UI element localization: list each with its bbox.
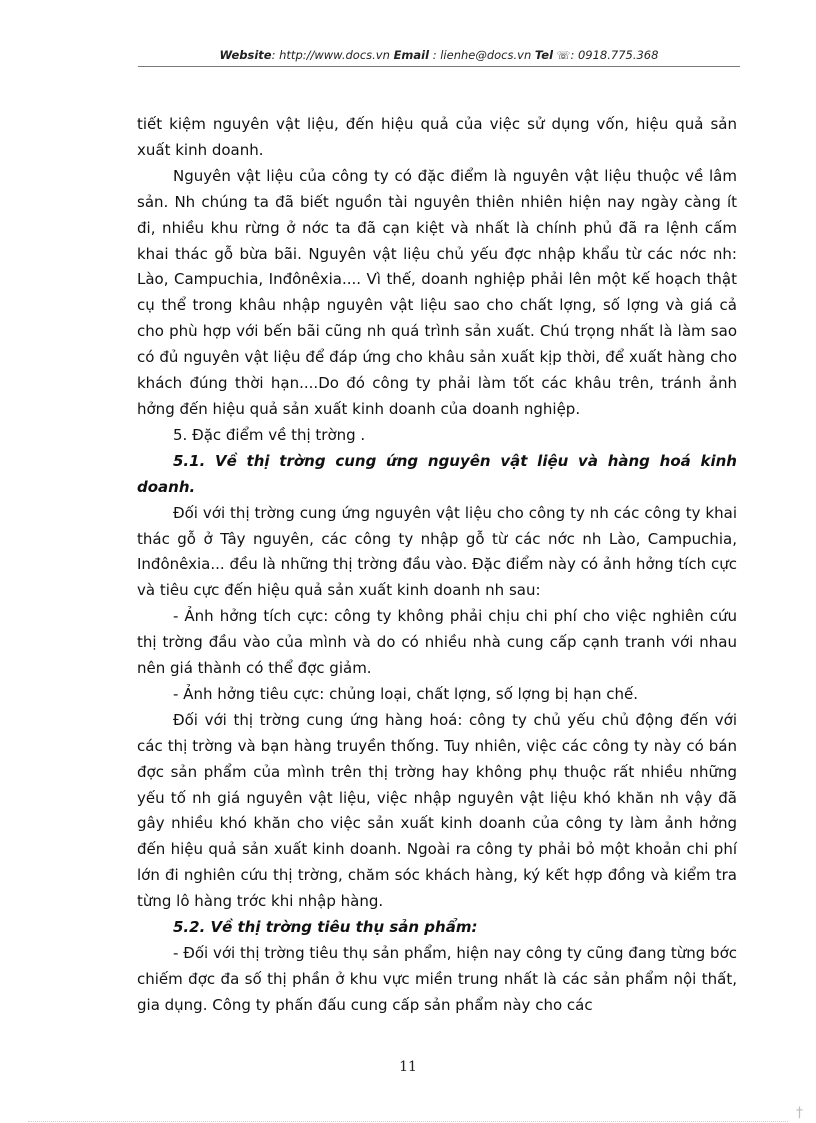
corner-mark-icon: † — [796, 1105, 803, 1121]
email-label: Email — [393, 48, 430, 62]
header-divider — [138, 66, 740, 67]
tel-label: Tel — [534, 48, 554, 62]
email-value: : lienhe@docs.vn — [429, 48, 535, 62]
website-label: Website — [219, 48, 272, 62]
paragraph: Đối với thị trờng cung ứng nguyên vật liệu cho công ty nh các công ty khai thác gỗ ở Tây nguyên, các công ty nhập gỗ từ các nớc nh Lào, Campuchia, Inđônêxia... đều là những thị trờng đầu vào. Đặc điểm này có ảnh hởng tích cực và tiêu cực đến hiệu quả sản xuất kinh doanh nh sau: — [137, 503, 737, 600]
paragraph: - Đối với thị trờng tiêu thụ sản phẩm, hiện nay công ty cũng đang từng bớc chiếm đợc đa số thị phần ở khu vực miền trung nhất là các sản phẩm nội thất, gia dụng. Công ty phấn đấu cung cấp sản phẩm này cho các — [137, 944, 737, 1014]
website-value: : http://www.docs.vn — [271, 48, 394, 62]
section-heading: 5. Đặc điểm về thị trờng . — [173, 425, 366, 444]
subsection-heading: 5.2. Về thị trờng tiêu thụ sản phẩm: — [173, 918, 478, 937]
paragraph: - Ảnh hởng tích cực: công ty không phải chịu chi phí cho việc nghiên cứu thị trờng đầu vào của mình và do có nhiều nhà cung cấp cạnh tranh với nhau nên giá thành có thể đợc giảm. — [137, 607, 737, 678]
paragraph: tiết kiệm nguyên vật liệu, đến hiệu quả của việc sử dụng vốn, hiệu quả sản xuất kinh doanh. — [137, 115, 737, 159]
tel-value: : 0918.775.368 — [570, 48, 659, 62]
document-body — [137, 112, 737, 1019]
page-header — [138, 48, 740, 62]
footer-divider — [28, 1121, 788, 1122]
paragraph: - Ảnh hởng tiêu cực: chủng loại, chất lợng, số lợng bị hạn chế. — [173, 684, 638, 703]
paragraph: Nguyên vật liệu của công ty có đặc điểm là nguyên vật liệu thuộc về lâm sản. Nh chúng ta đã biết nguồn tài nguyên thiên nhiên hiện nay ngày càng ít đi, nhiều khu rừng ở nớc ta đã cạn kiệt và nhất là chính phủ đã ra lệnh cấm khai thác gỗ bừa bãi. Nguyên vật liệu chủ yếu đợc nhập khẩu từ các nớc nh: Lào, Campuchia, Inđônêxia.... Vì thế, doanh nghiệp phải lên một kế hoạch thật cụ thể trong khâu nhập nguyên vật liệu sao cho chất lợng, số lợng và giá cả cho phù hợp với bến bãi cũng nh quá trình sản xuất. Chú trọng nhất là làm sao có đủ nguyên vật liệu để đáp ứng cho khâu sản xuất kịp thời, để xuất hàng cho khách đúng thời hạn....Do đó công ty phải làm tốt các khâu trên, tránh ảnh hởng đến hiệu quả sản xuất kinh doanh của doanh nghiệp. — [137, 166, 737, 418]
phone-icon: ☏ — [556, 49, 571, 62]
paragraph: Đối với thị trờng cung ứng hàng hoá: công ty chủ yếu chủ động đến với các thị trờng và bạn hàng truyền thống. Tuy nhiên, việc các công ty này có bán đợc sản phẩm của mình trên thị trờng hay không phụ thuộc rất nhiều những yếu tố nh giá nguyên vật liệu, việc nhập nguyên vật liệu khó khăn nh vậy đã gây nhiều khó khăn cho việc sản xuất kinh doanh của công ty làm ảnh hởng đến hiệu quả sản xuất kinh doanh. Ngoài ra công ty phải bỏ một khoản chi phí lớn đi nghiên cứu thị trờng, chăm sóc khách hàng, ký kết hợp đồng và kiểm tra từng lô hàng trớc khi nhập hàng. — [137, 710, 737, 911]
subsection-heading: 5.1. Về thị trờng cung ứng nguyên vật liệu và hàng hoá kinh doanh. — [137, 451, 737, 496]
page-number: 11 — [399, 1059, 417, 1075]
